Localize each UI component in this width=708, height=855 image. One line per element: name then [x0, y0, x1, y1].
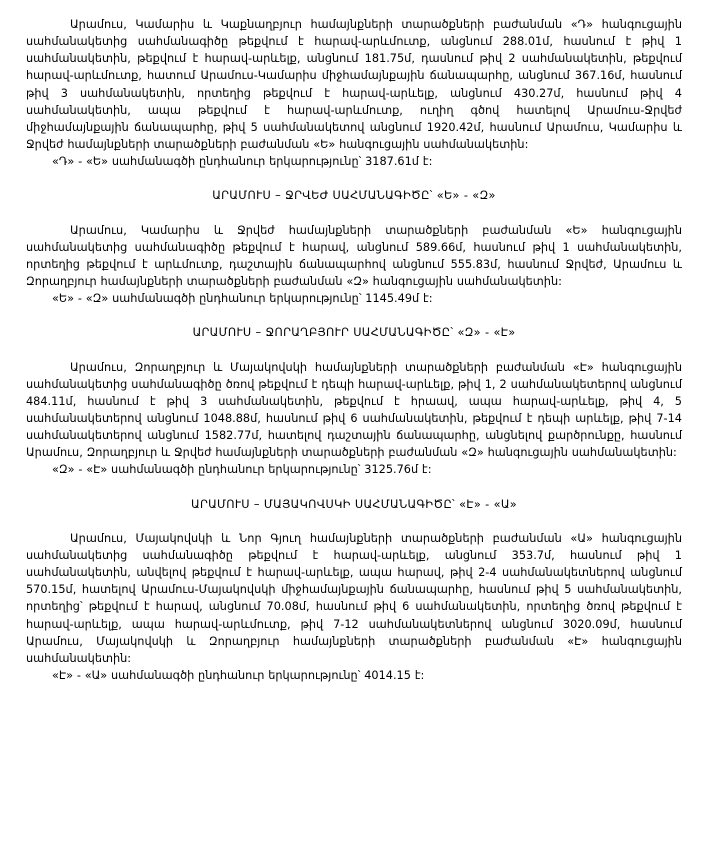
spacer	[26, 479, 682, 496]
spacer	[26, 342, 682, 359]
spacer	[26, 307, 682, 324]
boundary-length-statement-2: «Ե» - «Զ» սահմանագծի ընդհանուր երկարությունը՝ 1145.49մ է:	[52, 292, 433, 306]
boundary-paragraph-1: Արամուս, Կամարիս և Կաքնաղբյուր համայնքների տարածքների բաժանման «Դ» հանգուցային սահմանակետից սահմանագիծը թեքվում է հարավ-արևմուտք, անցնում 288.01մ, հասնում է թիվ 1 սահմանակետին, թեքվում է հարավ-արևելք, անցնում 181.75մ, դասնում թիվ 2 սահմանակետին, թեքվում հարավ-արևմուտք, հատում Արամուս-Կամարիս միջհամայնքային ճանապարհը, անցնում 367.16մ, հասնում թիվ 3 սահմանակետին, որտեղից թեքվում է հարավ-արևելք, անցնում 430.27մ, հասնում թիվ 4 սահմանակետին, ապա թեքվում է հարավ-արևմուտք, ուղիղ գծով հատելով Արամուս-Ջրվեժ միջհամայնքային ճանապարհը, թիվ 5 սահմանակետով անցնում 1920.42մ, հասնում Արամուս, Կամարիս և Ջրվեժ համայնքների տարածքների բաժանման «Ե» հանգուցային սահմանակետին:	[26, 18, 682, 152]
boundary-paragraph-3: Արամուս, Զորաղբյուր և Մայակովսկի համայնքների տարածքների բաժանման «Է» հանգուցային սահմանակետից սահմանագիծը ծռով թեքվում է դեպի հարավ-արևելք, թիվ 1, 2 սահմանակետերով անցնում 484.11մ, հասնում է թիվ 3 սահմանակետին, թեքվում է հրաավ, ապա հարավ-արևելք, թիվ 4, 5 սահմանակետերով անցնում 1048.88մ, հասնում թիվ 6 սահմանակետին, թեքվում է դեպի արևելք, թիվ 7-14 սահմանակետերով անցնում 1582.77մ, հատելով դաշտային ճանապարհը, անցնելով քարծրունքը, հասնում Արամուս, Զորաղբյուր և Ջրվեժ համայնքների տարածքների բաժանման «Զ» հանգուցային սահմանակետին:	[26, 360, 682, 460]
spacer	[26, 513, 682, 530]
boundary-paragraph-4: Արամուս, Մայակովսկի և Նոր Գյուղ համայնքների տարածքների բաժանման «Ա» հանգուցային սահմանակետից սահմանագիծը թեքվում է հարավ-արևելք, անցնում 353.7մ, հասնում թիվ 1 սահմանակետին, անվելով թեքվում է հարավ-արևելք, ապա հարավ, թիվ 2-4 սահմանակետներով անցնում 570.15մ, հատելով Արամուս-Մայակովսկի միջհամայնքային ճանապարհը, հասնում թիվ 5 սահմանակետին, որտեղից՝ թեքվում է հարավ, անցնում 70.08մ, հասնում թիվ 6 սահմանակետին, որտեղից ծռով թեքվում է հարավ-արևելք, ապա հարավ-արևմուտք, թիվ 7-12 սահմանակետներով անցնում 3020.09մ, հասնում Արամուս, Մայակովսկի և Զորաղբյուր համայնքների տարածքների բաժանման «Է» հանգուցային սահմանակետին:	[26, 531, 682, 665]
section-heading-aramus-zoraghbyur: ԱՐԱՄՈՒՍ – ՋՈՐԱՂԲՅՈՒՐ ՍԱՀՄԱՆԱԳԻԾԸ՝ «Զ» - «Է»	[192, 326, 516, 340]
spacer	[26, 205, 682, 222]
section-heading-aramus-jrvezh: ԱՐԱՄՈՒՍ – ՋՐՎԵԺ ՍԱՀՄԱՆԱԳԻԾԸ՝ «Ե» - «Զ»	[212, 189, 496, 203]
spacer	[26, 170, 682, 187]
boundary-length-statement-4: «Է» - «Ա» սահմանագծի ընդհանուր երկարությունը՝ 4014.15 է:	[52, 669, 425, 682]
document-body	[26, 16, 682, 684]
boundary-paragraph-2: Արամուս, Կամարիս և Ջրվեժ համայնքների տարածքների բաժանման «Ե» հանգուցային սահմանակետից սահմանագիծը թեքվում է հարավ, անցնում 589.66մ, հասնում թիվ 1 սահմանակետին, որտեղից թեքվում է արևմուտք, դաշտային ճանապարհով անցնում 555.83մ, հասնում Ջրվեժ, Արամուս և Զորաղբյուր համայնքների տարածքների բաժանման «Զ» հանգուցային սահմանակետին:	[26, 223, 682, 289]
boundary-length-statement-3: «Զ» - «Է» սահմանագծի ընդհանուր երկարությունը՝ 3125.76մ է:	[52, 463, 432, 477]
section-heading-aramus-mayakovski: ԱՐԱՄՈՒՍ – ՄԱՅԱԿՈՎՍԿԻ ՍԱՀՄԱՆԱԳԻԾԸ՝ «Է» - «Ա»	[191, 497, 517, 511]
boundary-length-statement-1: «Դ» - «Ե» սահմանագծի ընդհանուր երկարությունը՝ 3187.61մ է:	[52, 155, 433, 169]
